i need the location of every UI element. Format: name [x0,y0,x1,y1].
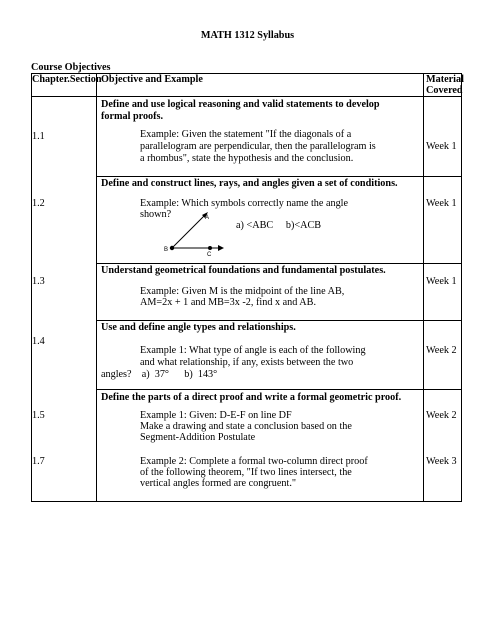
column-divider [423,73,424,502]
example-line: parallelogram are perpendicular, then the parallelogram is [140,141,376,152]
header-covered: Covered [426,85,463,96]
example-line: Example 2: Complete a formal two-column direct proof [140,456,368,467]
row-border [96,389,462,390]
example-line: angles? a) 37° b) 143° [101,369,218,380]
objective-text: Understand geometrical foundations and fundamental postulates. [101,265,386,276]
header-chapter: Chapter.Section [32,74,102,85]
example-line: Make a drawing and state a conclusion based on the [140,421,352,432]
section-number: 1.7 [32,456,45,467]
example-line: AM=2x + 1 and MB=3x -2, find x and AB. [140,297,316,308]
point-b-label: B [164,247,169,253]
example-line: of the following theorem, "If two lines intersect, the [140,467,352,478]
week-label: Week 1 [426,198,457,209]
point-c-label: C [207,252,212,256]
example-line: Segment-Addition Postulate [140,432,256,443]
section-number: 1.2 [32,198,45,209]
section-number: 1.4 [32,336,45,347]
example-line: and what relationship, if any, exists between the two [140,357,354,368]
header-objective: Objective and Example [101,74,203,85]
example-line: shown? [140,209,172,220]
section-number: 1.1 [32,131,45,142]
point-a-label: A [205,215,210,221]
objective-text: Use and define angle types and relationships. [101,322,296,333]
page-title: MATH 1312 Syllabus [200,30,295,41]
example-line: Example: Which symbols correctly name the angle [140,198,349,209]
header-material: Material [426,74,464,85]
section-number: 1.3 [32,276,45,287]
example-line: Example: Given the statement "If the diagonals of a [140,129,352,140]
table-right-border [461,73,462,502]
arrowhead-c [218,245,224,251]
objective-text: Define and construct lines, rays, and angles given a set of conditions. [101,178,398,189]
example-line: Example 1: Given: D-E-F on line DF [140,410,292,421]
section-heading: Course Objectives [31,62,111,73]
row-border [96,320,462,321]
point-b-dot [170,246,174,250]
week-label: Week 1 [426,276,457,287]
point-c-dot [208,246,212,250]
answer-choices: a) <ABC b)<ACB [236,220,322,231]
week-label: Week 1 [426,141,457,152]
column-divider [96,73,97,502]
week-label: Week 3 [426,456,457,467]
objective-text: Define the parts of a direct proof and write a formal geometric proof. [101,392,402,403]
ray-ba [172,214,206,248]
row-border [96,176,462,177]
example-line: Example 1: What type of angle is each of the following [140,345,366,356]
row-border [96,263,462,264]
week-label: Week 2 [426,345,457,356]
example-line: a rhombus", state the hypothesis and the conclusion. [140,153,354,164]
example-line: Example: Given M is the midpoint of the line AB, [140,286,345,297]
objective-text: Define and use logical reasoning and valid statements to develop formal proofs. [101,99,380,122]
example-line: vertical angles formed are congruent." [140,478,297,489]
section-number: 1.5 [32,410,45,421]
week-label: Week 2 [426,410,457,421]
angle-diagram [164,208,224,256]
